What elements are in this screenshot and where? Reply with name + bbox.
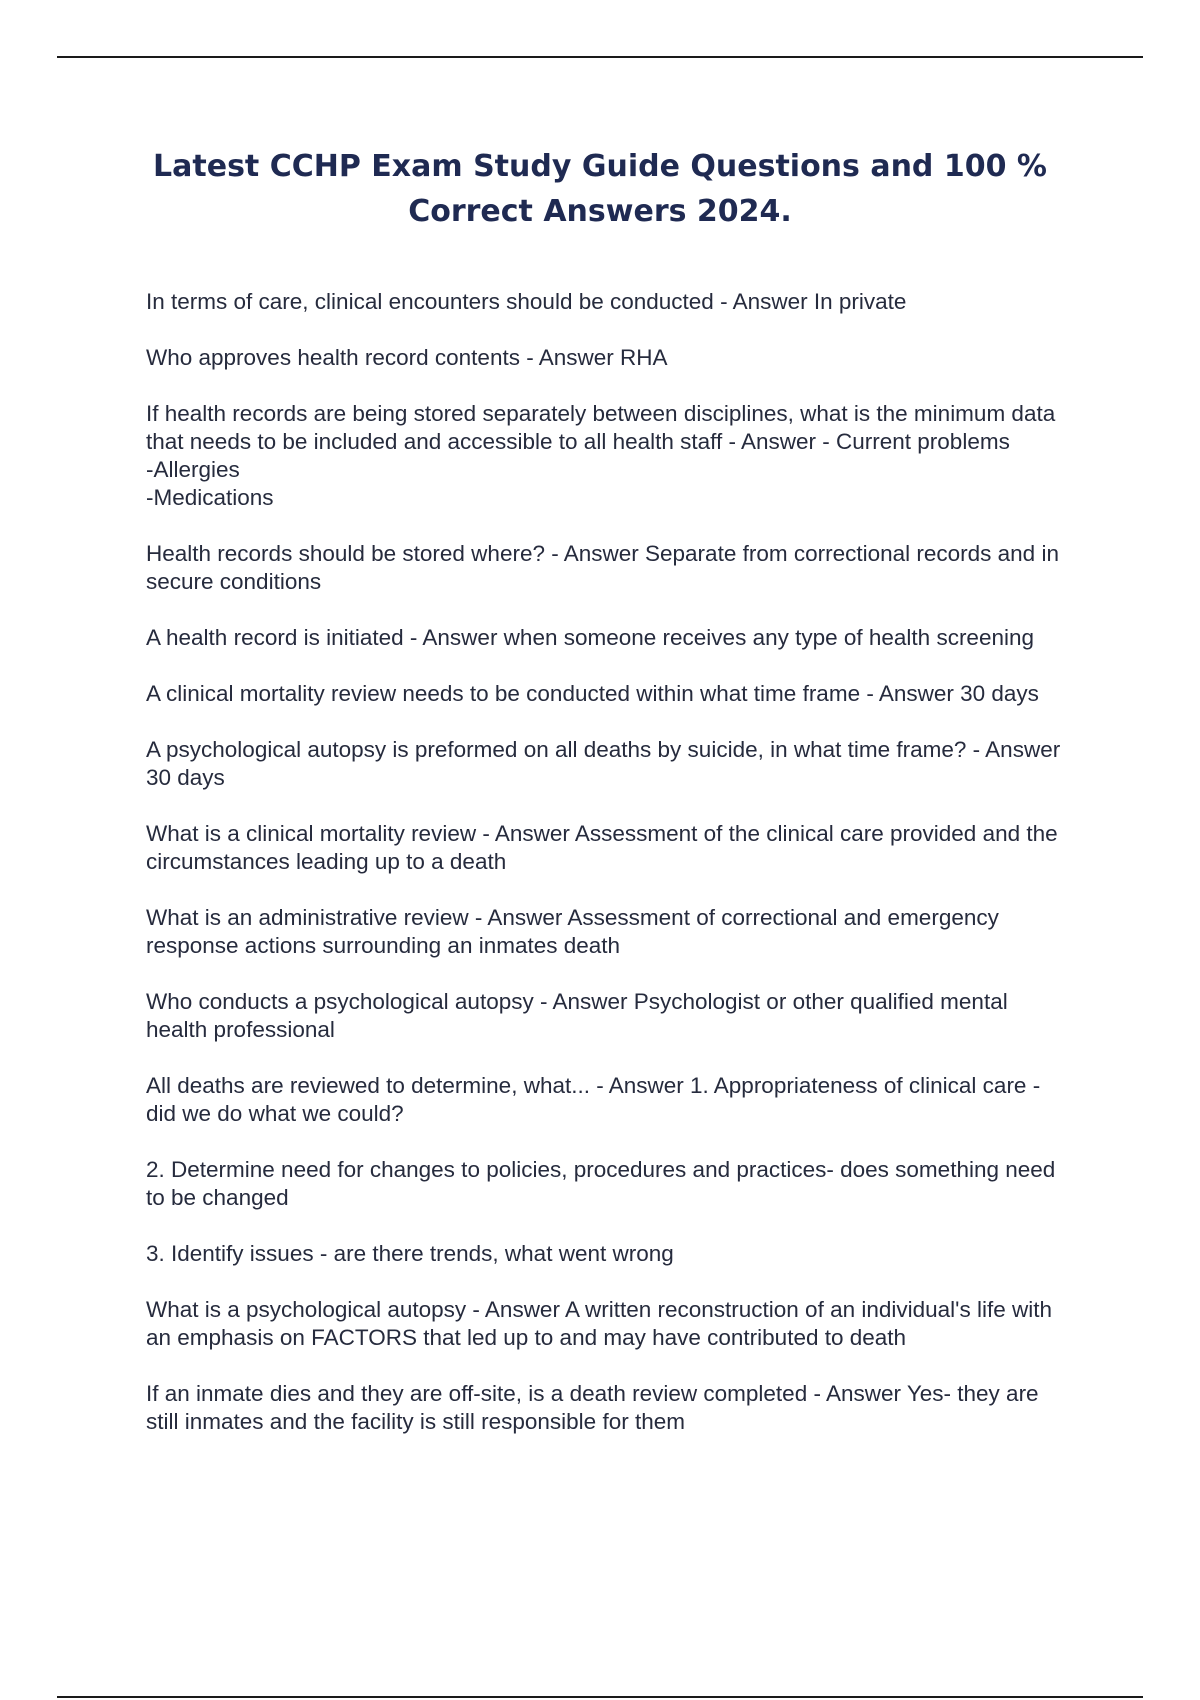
qa-entry: Health records should be stored where? - Answer Separate from correctional records and in secure conditions bbox=[146, 541, 1059, 594]
qa-entry: What is a clinical mortality review - Answer Assessment of the clinical care provided and the circumstances leading up to a death bbox=[146, 821, 1058, 874]
qa-entry: If an inmate dies and they are off-site, is a death review completed - Answer Yes- they are still inmates and the facility is still responsible for them bbox=[146, 1381, 1039, 1434]
qa-entry: 2. Determine need for changes to policies, procedures and practices- does something need to be changed bbox=[146, 1157, 1056, 1210]
document-title: Latest CCHP Exam Study Guide Questions and 100 % Correct Answers 2024. bbox=[153, 149, 1047, 229]
qa-entry: Who approves health record contents - Answer RHA bbox=[146, 345, 668, 370]
header-rule bbox=[57, 56, 1143, 58]
qa-entry: A clinical mortality review needs to be conducted within what time frame - Answer 30 days bbox=[146, 681, 1039, 706]
qa-entry: All deaths are reviewed to determine, what... - Answer 1. Appropriateness of clinical care - did we do what we could? bbox=[146, 1073, 1041, 1126]
footer-rule bbox=[57, 1696, 1143, 1698]
qa-entry: What is a psychological autopsy - Answer A written reconstruction of an individual's life with an emphasis on FACTORS that led up to and may have contributed to death bbox=[146, 1297, 1052, 1350]
qa-entry: A health record is initiated - Answer when someone receives any type of health screening bbox=[146, 625, 1035, 650]
qa-entry: Who conducts a psychological autopsy - Answer Psychologist or other qualified mental health professional bbox=[146, 989, 1008, 1042]
qa-entry: A psychological autopsy is preformed on all deaths by suicide, in what time frame? - Answer 30 days bbox=[146, 737, 1061, 790]
qa-entry: If health records are being stored separately between disciplines, what is the minimum data that needs to be included and accessible to all health staff - Answer - Current problems -Allergies -Medications bbox=[146, 401, 1056, 510]
qa-entry: What is an administrative review - Answer Assessment of correctional and emergency response actions surrounding an inmates death bbox=[146, 905, 999, 958]
qa-entry: In terms of care, clinical encounters should be conducted - Answer In private bbox=[146, 289, 907, 314]
qa-entry: 3. Identify issues - are there trends, what went wrong bbox=[146, 1241, 674, 1266]
qa-list bbox=[146, 288, 1066, 1464]
